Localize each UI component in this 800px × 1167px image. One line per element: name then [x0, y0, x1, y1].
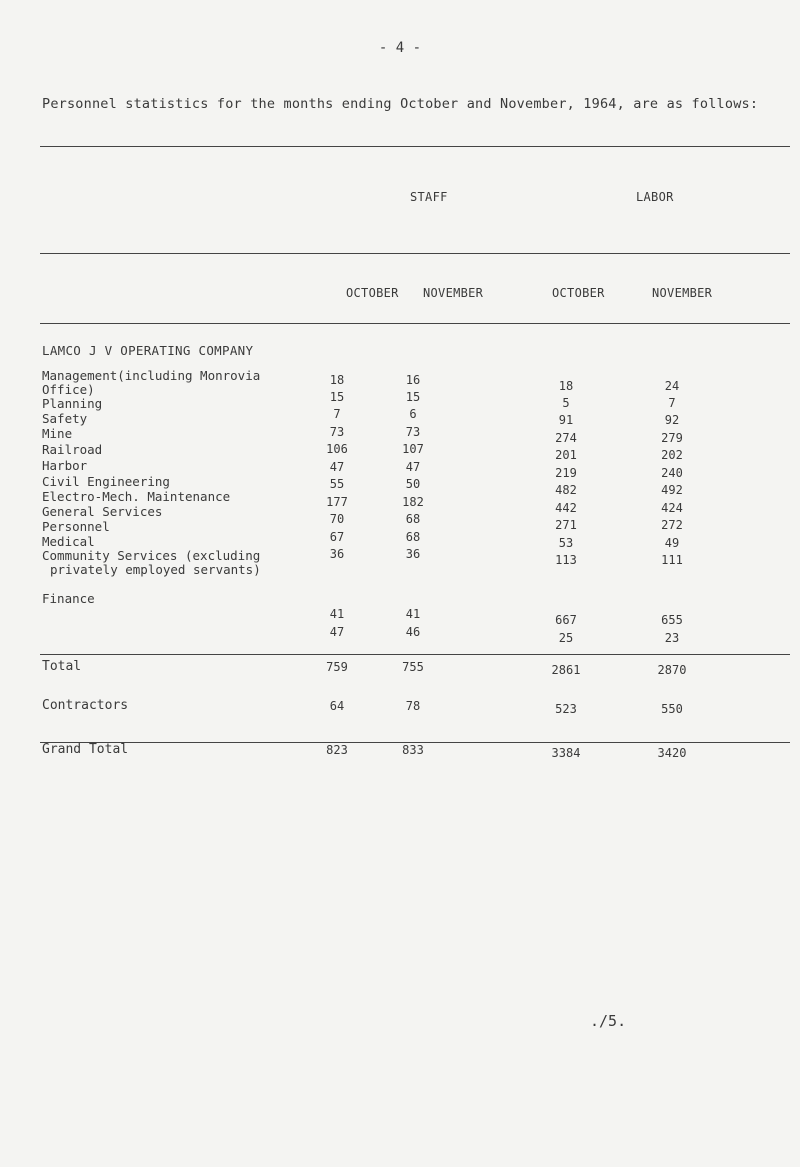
grand_total-label: Grand Total: [42, 742, 129, 757]
row-value: 182: [402, 495, 424, 509]
row-value: 271: [555, 518, 577, 532]
row-value: 41: [405, 607, 421, 621]
table-top-rule: [40, 146, 790, 147]
row-value: 91: [558, 413, 574, 427]
row-value: 49: [664, 536, 680, 550]
staff-header: STAFF: [410, 190, 448, 204]
row-value: 36: [405, 547, 421, 561]
row-value: 202: [661, 448, 683, 462]
row-value: 50: [405, 477, 421, 491]
row-value: 15: [405, 390, 421, 404]
contractors-value: 64: [329, 699, 345, 713]
row-value: 5: [562, 396, 570, 410]
row-value: 667: [555, 613, 577, 627]
grand_total-value: 3384: [551, 746, 581, 760]
row-value: 655: [661, 613, 683, 627]
row-value: 46: [405, 625, 421, 639]
contractors-value: 523: [555, 702, 577, 716]
staff-november-header: NOVEMBER: [423, 286, 484, 300]
page-number: - 4 -: [378, 40, 422, 56]
total-value: 755: [402, 660, 424, 674]
row-value: 274: [555, 431, 577, 445]
contractors-value: 550: [661, 702, 683, 716]
row-value: 47: [329, 460, 345, 474]
row-value: 7: [333, 407, 341, 421]
row-value: 18: [329, 373, 345, 387]
row-value: 70: [329, 512, 345, 526]
row-value: 201: [555, 448, 577, 462]
row-value: 240: [661, 466, 683, 480]
grand_total-value: 823: [326, 743, 348, 757]
row-label: Medical: [42, 534, 95, 549]
row-value: 25: [558, 631, 574, 645]
row-value: 219: [555, 466, 577, 480]
contractors-value: 78: [405, 699, 421, 713]
company-name: LAMCO J V OPERATING COMPANY: [42, 343, 254, 358]
row-label: Office): [42, 382, 95, 397]
total-value: 2870: [657, 663, 687, 677]
row-value: 36: [329, 547, 345, 561]
row-value: 279: [661, 431, 683, 445]
staff-october-header: OCTOBER: [346, 286, 399, 300]
row-value: 111: [661, 553, 683, 567]
labor-november-header: NOVEMBER: [652, 286, 713, 300]
row-value: 53: [558, 536, 574, 550]
grand_total-value: 3420: [657, 746, 687, 760]
row-value: 492: [661, 483, 683, 497]
row-value: 113: [555, 553, 577, 567]
row-value: 24: [664, 379, 680, 393]
row-label: Mine: [42, 426, 73, 441]
row-value: 55: [329, 477, 345, 491]
row-value: 73: [329, 425, 345, 439]
row-value: 68: [405, 512, 421, 526]
header-divider-rule: [40, 253, 790, 254]
row-value: 67: [329, 530, 345, 544]
labor-header: LABOR: [636, 190, 674, 204]
total-value: 2861: [551, 663, 581, 677]
intro-sentence: Personnel statistics for the months ending October and November, 1964, are as follows:: [42, 96, 759, 112]
row-value: 7: [668, 396, 676, 410]
row-value: 92: [664, 413, 680, 427]
row-value: 107: [402, 442, 424, 456]
continuation-marker: ./5.: [590, 1012, 627, 1030]
row-value: 68: [405, 530, 421, 544]
row-value: 106: [326, 442, 348, 456]
row-value: 47: [329, 625, 345, 639]
row-label: Electro-Mech. Maintenance: [42, 489, 231, 504]
grand_total-value: 833: [402, 743, 424, 757]
row-value: 16: [405, 373, 421, 387]
row-value: 15: [329, 390, 345, 404]
row-label: General Services: [42, 504, 163, 519]
row-label: Management(including Monrovia: [42, 368, 261, 383]
row-label: Civil Engineering: [42, 474, 170, 489]
row-label: Safety: [42, 411, 88, 426]
row-label: Railroad: [42, 442, 103, 457]
row-label: Personnel: [42, 519, 110, 534]
row-label: Finance: [42, 591, 95, 606]
total-top-rule: [40, 654, 790, 655]
row-value: 442: [555, 501, 577, 515]
row-label: Community Services (excluding: [42, 548, 261, 563]
row-value: 47: [405, 460, 421, 474]
row-value: 177: [326, 495, 348, 509]
row-label: privately employed servants): [50, 562, 261, 577]
row-value: 272: [661, 518, 683, 532]
total-label: Total: [42, 659, 82, 674]
contractors-label: Contractors: [42, 698, 129, 713]
row-label: Harbor: [42, 458, 88, 473]
row-value: 482: [555, 483, 577, 497]
row-value: 23: [664, 631, 680, 645]
row-value: 73: [405, 425, 421, 439]
labor-october-header: OCTOBER: [552, 286, 605, 300]
row-value: 41: [329, 607, 345, 621]
header-bottom-rule: [40, 323, 790, 324]
total-value: 759: [326, 660, 348, 674]
row-label: Planning: [42, 396, 103, 411]
row-value: 18: [558, 379, 574, 393]
row-value: 6: [409, 407, 417, 421]
row-value: 424: [661, 501, 683, 515]
